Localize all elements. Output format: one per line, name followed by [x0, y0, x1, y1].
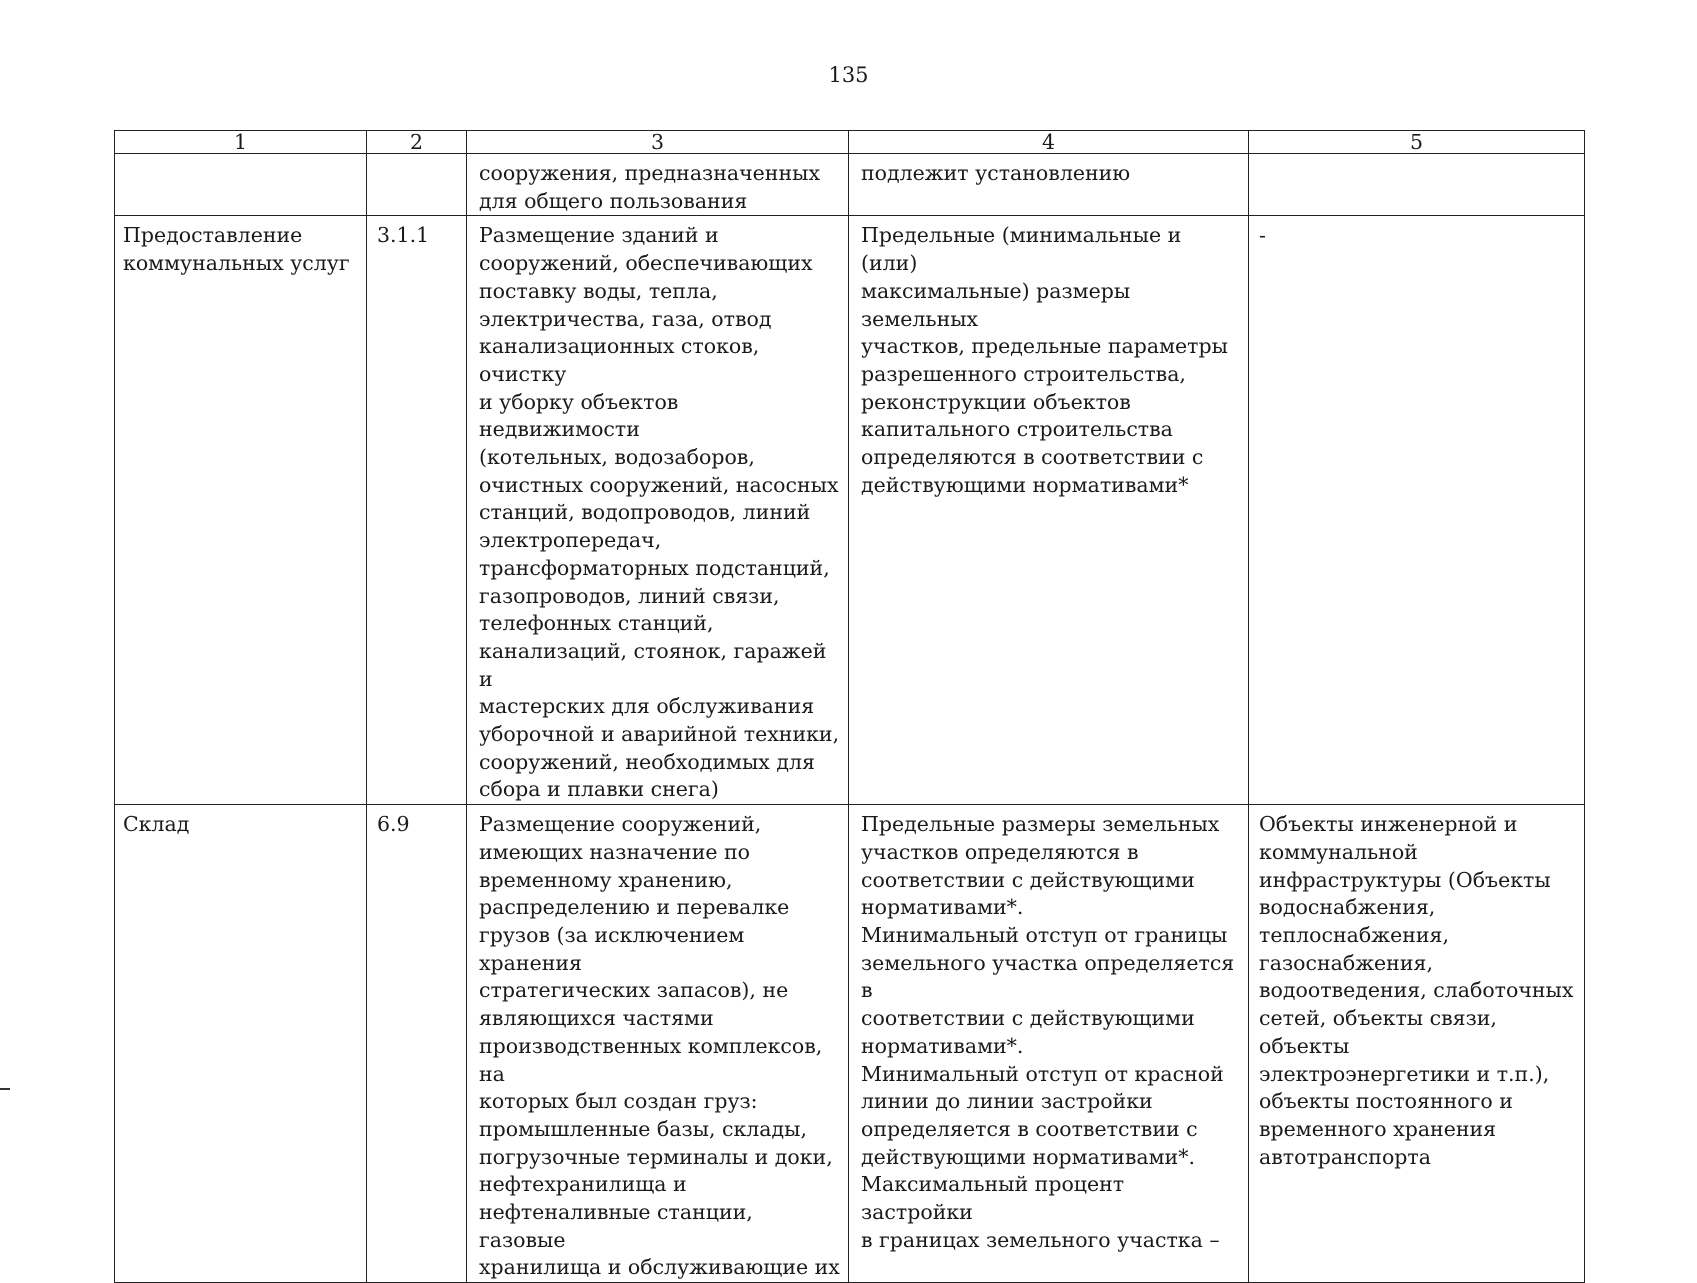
column-header-4: 4: [849, 131, 1249, 154]
table-row-continuation: [115, 154, 1585, 216]
cell-description: сооружения, предназначенных для общего пользования: [467, 154, 849, 216]
table-row-warehouse: [115, 805, 1585, 1283]
cell-code: [367, 154, 467, 216]
page-number: 135: [828, 63, 869, 87]
cell-use-type: [115, 154, 367, 216]
cell-use-type: Склад: [115, 805, 367, 1283]
cell-code: 6.9: [367, 805, 467, 1283]
column-header-1: 1: [115, 131, 367, 154]
cell-parameters: Предельные (минимальные и (или) максимальные) размеры земельных участков, предельные параметры разрешенного строительства, реконструкции объектов капитального строительства определяются в соответствии с действующими нормативами*: [849, 216, 1249, 805]
cell-auxiliary: [1249, 154, 1585, 216]
column-header-2: 2: [367, 131, 467, 154]
cell-auxiliary: -: [1249, 216, 1585, 805]
column-header-5: 5: [1249, 131, 1585, 154]
table-row-utilities: [115, 216, 1585, 805]
scan-edge-mark: [0, 1088, 10, 1090]
regulations-table: [114, 130, 1585, 1283]
cell-description: Размещение зданий и сооружений, обеспечивающих поставку воды, тепла, электричества, газа, отвод канализационных стоков, очистку и уборку объектов недвижимости (котельных, водозаборов, очистных сооружений, насосных станций, водопроводов, линий электропередач, трансформаторных подстанций, газопроводов, линий связи, телефонных станций, канализаций, стоянок, гаражей и мастерских для обслуживания уборочной и аварийной техники, сооружений, необходимых для сбора и плавки снега): [467, 216, 849, 805]
cell-description: Размещение сооружений, имеющих назначение по временному хранению, распределению и перевалке грузов (за исключением хранения стратегических запасов), не являющихся частями производственных комплексов, на которых был создан груз: промышленные базы, склады, погрузочные терминалы и доки, нефтехранилища и нефтеналивные станции, газовые хранилища и обслуживающие их: [467, 805, 849, 1283]
cell-use-type: Предоставление коммунальных услуг: [115, 216, 367, 805]
cell-code: 3.1.1: [367, 216, 467, 805]
column-header-3: 3: [467, 131, 849, 154]
table-header-row: [115, 131, 1585, 154]
cell-auxiliary: Объекты инженерной и коммунальной инфраструктуры (Объекты водоснабжения, теплоснабжения, газоснабжения, водоотведения, слаботочных сетей, объекты связи, объекты электроэнергетики и т.п.), объекты постоянного и временного хранения автотранспорта: [1249, 805, 1585, 1283]
cell-parameters: подлежит установлению: [849, 154, 1249, 216]
cell-parameters: Предельные размеры земельных участков определяются в соответствии с действующими нормативами*. Минимальный отступ от границы земельного участка определяется в соответствии с действующими нормативами*. Минимальный отступ от красной линии до линии застройки определяется в соответствии с действующими нормативами*. Максимальный процент застройки в границах земельного участка –: [849, 805, 1249, 1283]
